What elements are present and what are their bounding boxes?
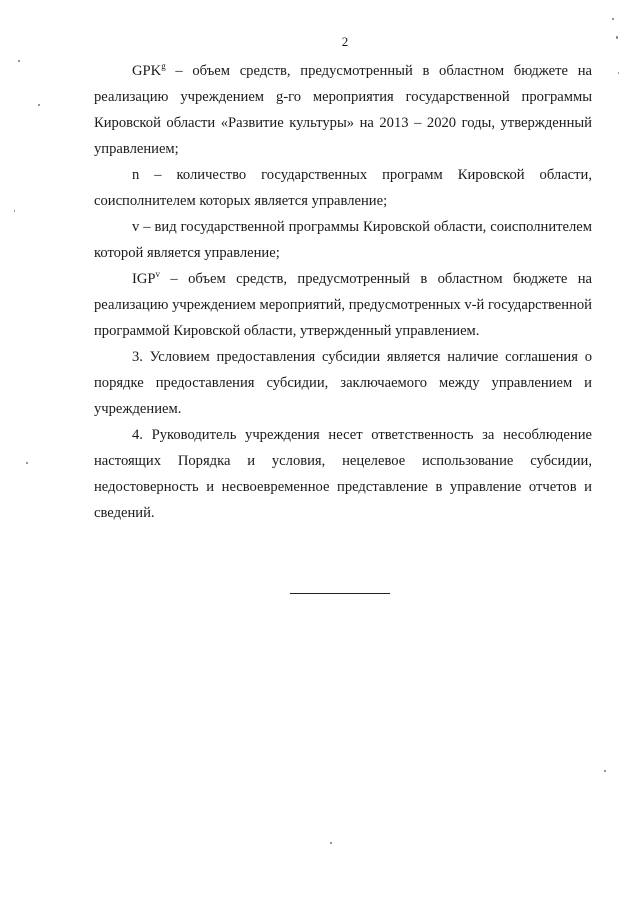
paragraph-n-text: n – количество государственных программ Кировской области, соисполнителем которых является управление; [94,167,592,209]
page-number: 2 [341,34,349,49]
paragraph-igp-definition [94,266,592,344]
paragraph-clause-4-text: 4. Руководитель учреждения несет ответственность за несоблюдение настоящих Порядка и условия, нецелевое использование субсидии, недостоверность и несвоевременное представление в управление отчетов и сведений. [94,427,592,521]
paragraph-clause-4 [94,422,592,526]
paragraph-v-text: v – вид государственной программы Кировской области, соисполнителем которой является управление; [94,219,592,261]
variable-gpk-superscript: g [161,61,166,72]
paragraph-gpk-text: – объем средств, предусмотренный в областном бюджете на реализацию учреждением g-го мероприятия государственной программы Кировской области «Развитие культуры» на 2013 – 2020 годы, утвержденный управлением; [94,63,592,157]
scan-speck [604,770,606,772]
variable-gpk: GPK [132,63,162,79]
variable-igp-superscript: v [155,269,161,280]
scan-speck [18,60,20,62]
scan-speck [14,210,15,212]
paragraph-clause-3 [94,344,592,422]
document-body [94,58,592,526]
scan-speck [612,18,614,20]
paragraph-gpk-definition [94,58,592,162]
variable-igp: IGP [132,271,156,287]
paragraph-v-definition [94,214,592,266]
paragraph-n-definition [94,162,592,214]
paragraph-clause-3-text: 3. Условием предоставления субсидии является наличие соглашения о порядке предоставления субсидии, заключаемого между управлением и учреждением. [94,349,592,417]
scan-speck [618,72,619,74]
paragraph-igp-text: – объем средств, предусмотренный в областном бюджете на реализацию учреждением мероприятий, предусмотренных v-й государственной программой Кировской области, утвержденный управлением. [94,271,592,339]
scan-speck [26,462,28,464]
scan-speck [616,36,618,39]
scan-speck [330,842,332,844]
end-of-document-line [290,593,390,594]
scan-speck [38,104,40,106]
